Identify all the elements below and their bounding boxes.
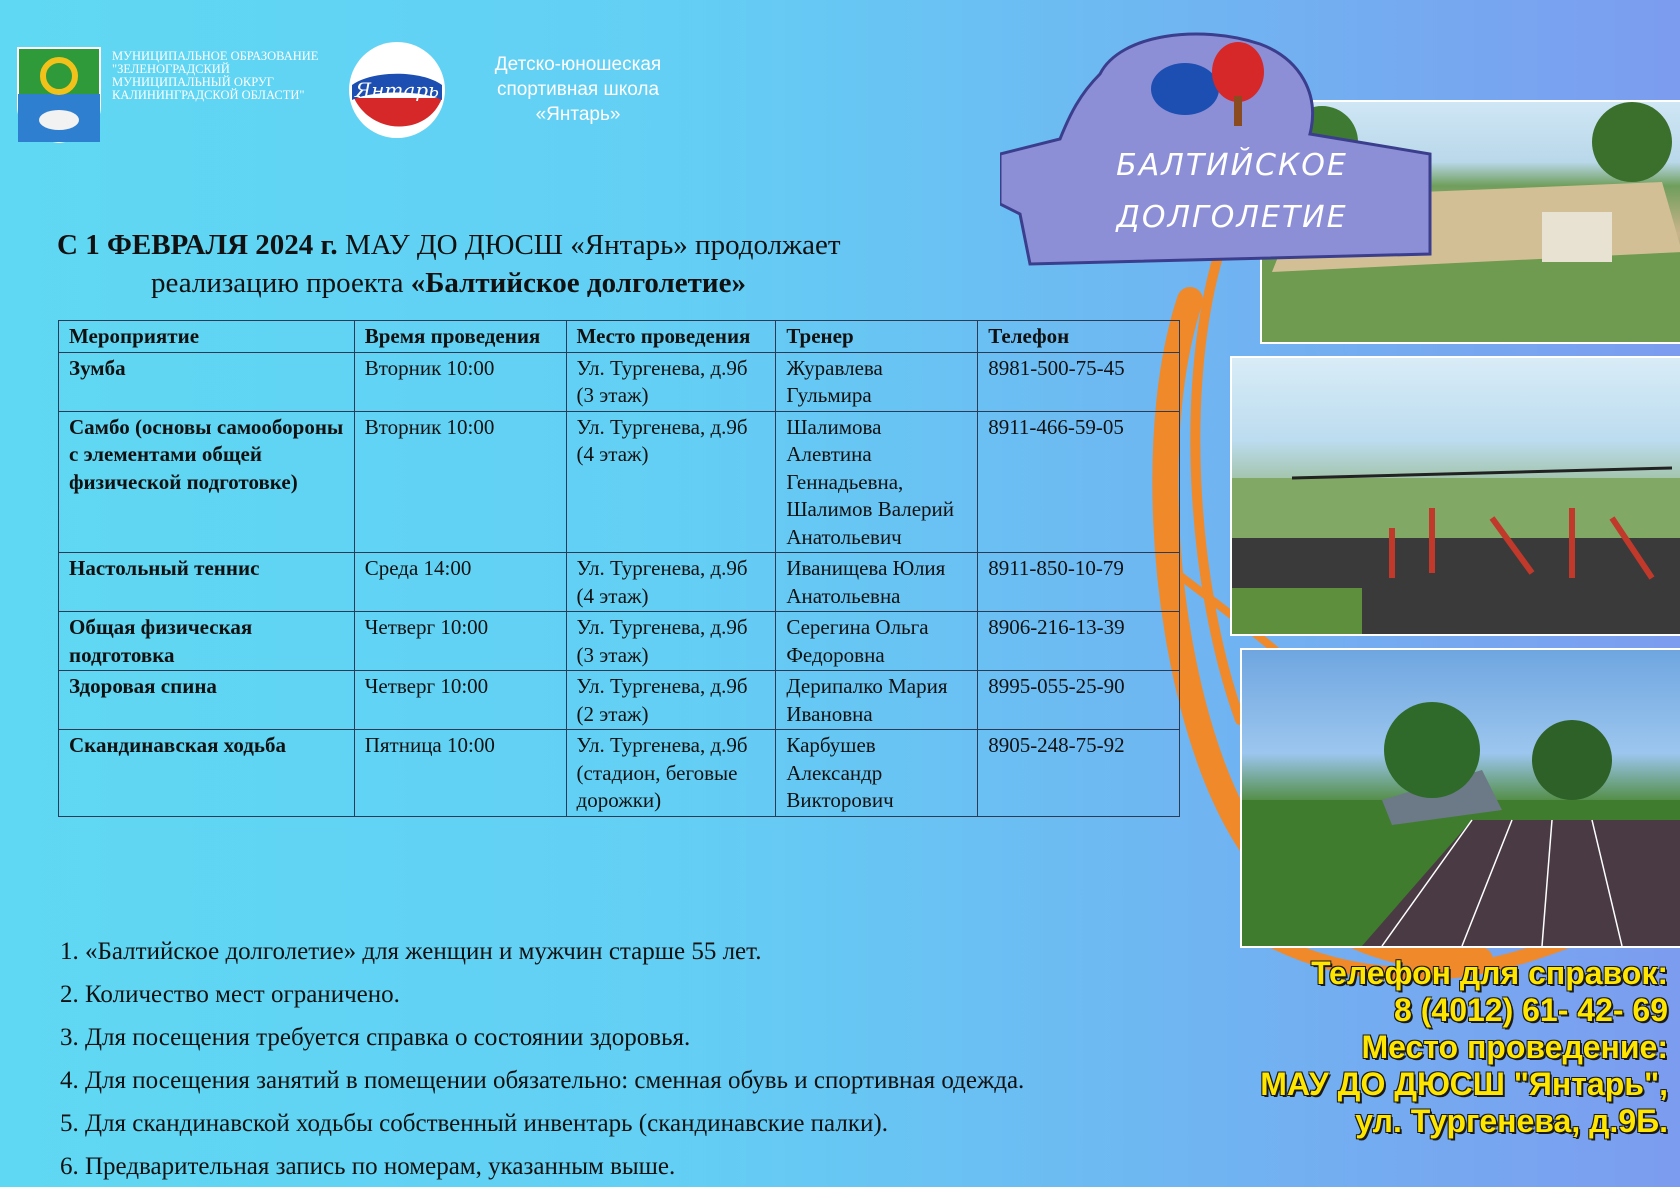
time-cell: Вторник 10:00 — [354, 411, 566, 553]
column-header-coach: Тренер — [776, 321, 978, 353]
school-name — [468, 52, 688, 127]
contact-phone-label: Телефон для справок: — [1311, 955, 1668, 991]
phone-cell: 8906-216-13-39 — [978, 612, 1180, 671]
column-header-event: Мероприятие — [59, 321, 355, 353]
headline-line1 — [57, 226, 1077, 264]
note-item: 2. Количество мест ограничено. — [60, 981, 400, 1008]
stadium-track-photo — [1240, 648, 1680, 948]
notes-list — [60, 930, 1024, 1187]
table-row — [59, 671, 1180, 730]
note-item: 1. «Балтийское долголетие» для женщин и мужчин старше 55 лет. — [60, 938, 762, 965]
place-cell: Ул. Тургенева, д.9б (3 этаж) — [566, 612, 776, 671]
coach-cell: Журавлева Гульмира — [776, 352, 978, 411]
running-track-illustration — [1242, 650, 1680, 946]
municipality-name: МУНИЦИПАЛЬНОЕ ОБРАЗОВАНИЕ "ЗЕЛЕНОГРАДСКИЙ МУНИЦИПАЛЬНЫЙ ОКРУГ КАЛИНИНГРАДСКОЙ ОБЛАСТИ" — [112, 49, 319, 102]
headline-line1-rest: МАУ ДО ДЮСШ «Янтарь» продолжает — [337, 229, 841, 261]
place-cell: Ул. Тургенева, д.9б (4 этаж) — [566, 411, 776, 553]
table-header-row — [59, 321, 1180, 353]
event-cell: Настольный теннис — [59, 553, 355, 612]
contact-org: МАУ ДО ДЮСШ "Янтарь", — [1260, 1066, 1668, 1102]
place-cell: Ул. Тургенева, д.9б (стадион, беговые дорожки) — [566, 730, 776, 817]
yantar-logo-text: Янтарь — [355, 78, 439, 102]
event-cell: Самбо (основы самообороны с элементами общей физической подготовке) — [59, 411, 355, 553]
contact-phone: 8 (4012) 61- 42- 69 — [1394, 992, 1668, 1028]
coach-cell: Шалимова Алевтина Геннадьевна, Шалимов Валерий Анатольевич — [776, 411, 978, 553]
contact-address: ул. Тургенева, д.9Б. — [1355, 1103, 1668, 1139]
workout-area-illustration — [1232, 358, 1680, 634]
contact-info — [1148, 955, 1668, 1140]
note-item: 4. Для посещения занятий в помещении обязательно: сменная обувь и спортивная одежда. — [60, 1067, 1025, 1094]
event-cell: Здоровая спина — [59, 671, 355, 730]
project-title-line1: БАЛТИЙСКОЕ — [1116, 148, 1348, 183]
headline-date: С 1 ФЕВРАЛЯ 2024 г. — [57, 229, 338, 261]
schedule-table — [58, 320, 1180, 817]
coach-cell: Карбушев Александр Викторович — [776, 730, 978, 817]
coach-cell: Серегина Ольга Федоровна — [776, 612, 978, 671]
time-cell: Четверг 10:00 — [354, 671, 566, 730]
place-cell: Ул. Тургенева, д.9б (3 этаж) — [566, 352, 776, 411]
school-name-line2: спортивная школа — [496, 79, 660, 100]
column-header-place: Место проведения — [566, 321, 776, 353]
note-item: 5. Для скандинавской ходьбы собственный инвентарь (скандинавские палки). — [60, 1110, 888, 1137]
table-row — [59, 553, 1180, 612]
outdoor-gym-photo — [1230, 356, 1680, 636]
time-cell: Вторник 10:00 — [354, 352, 566, 411]
event-cell: Общая физическая подготовка — [59, 612, 355, 671]
ball-icon — [1151, 63, 1219, 115]
coach-cell: Дерипалко Мария Ивановна — [776, 671, 978, 730]
note-item: 3. Для посещения требуется справка о состоянии здоровья. — [60, 1024, 691, 1051]
place-cell: Ул. Тургенева, д.9б (2 этаж) — [566, 671, 776, 730]
phone-cell: 8911-466-59-05 — [978, 411, 1180, 553]
phone-cell: 8905-248-75-92 — [978, 730, 1180, 817]
headline-line2 — [57, 264, 1077, 302]
headline — [57, 226, 1077, 302]
phone-cell: 8911-850-10-79 — [978, 553, 1180, 612]
note-item: 6. Предварительная запись по номерам, указанным выше. — [60, 1153, 676, 1180]
yantar-logo — [342, 40, 452, 140]
place-cell: Ул. Тургенева, д.9б (4 этаж) — [566, 553, 776, 612]
time-cell: Пятница 10:00 — [354, 730, 566, 817]
project-title-line2: ДОЛГОЛЕТИЕ — [1116, 200, 1348, 235]
contact-place-label: Место проведение: — [1361, 1029, 1668, 1065]
coach-cell: Иванищева Юлия Анатольевна — [776, 553, 978, 612]
phone-cell: 8995-055-25-90 — [978, 671, 1180, 730]
phone-cell: 8981-500-75-45 — [978, 352, 1180, 411]
column-header-time: Время проведения — [354, 321, 566, 353]
headline-project-name: «Балтийское долголетие» — [410, 267, 747, 299]
school-name-line1: Детско-юношеская — [494, 54, 662, 75]
project-title — [1072, 140, 1392, 244]
time-cell: Среда 14:00 — [354, 553, 566, 612]
paddle-icon — [1212, 42, 1264, 102]
event-cell: Скандинавская ходьба — [59, 730, 355, 817]
event-cell: Зумба — [59, 352, 355, 411]
table-row — [59, 411, 1180, 553]
school-name-line3: «Янтарь» — [535, 104, 621, 125]
column-header-phone: Телефон — [978, 321, 1180, 353]
municipal-emblem — [16, 46, 102, 144]
table-row — [59, 352, 1180, 411]
table-row — [59, 612, 1180, 671]
time-cell: Четверг 10:00 — [354, 612, 566, 671]
table-row — [59, 730, 1180, 817]
headline-line2-text: реализацию проекта — [151, 267, 411, 299]
